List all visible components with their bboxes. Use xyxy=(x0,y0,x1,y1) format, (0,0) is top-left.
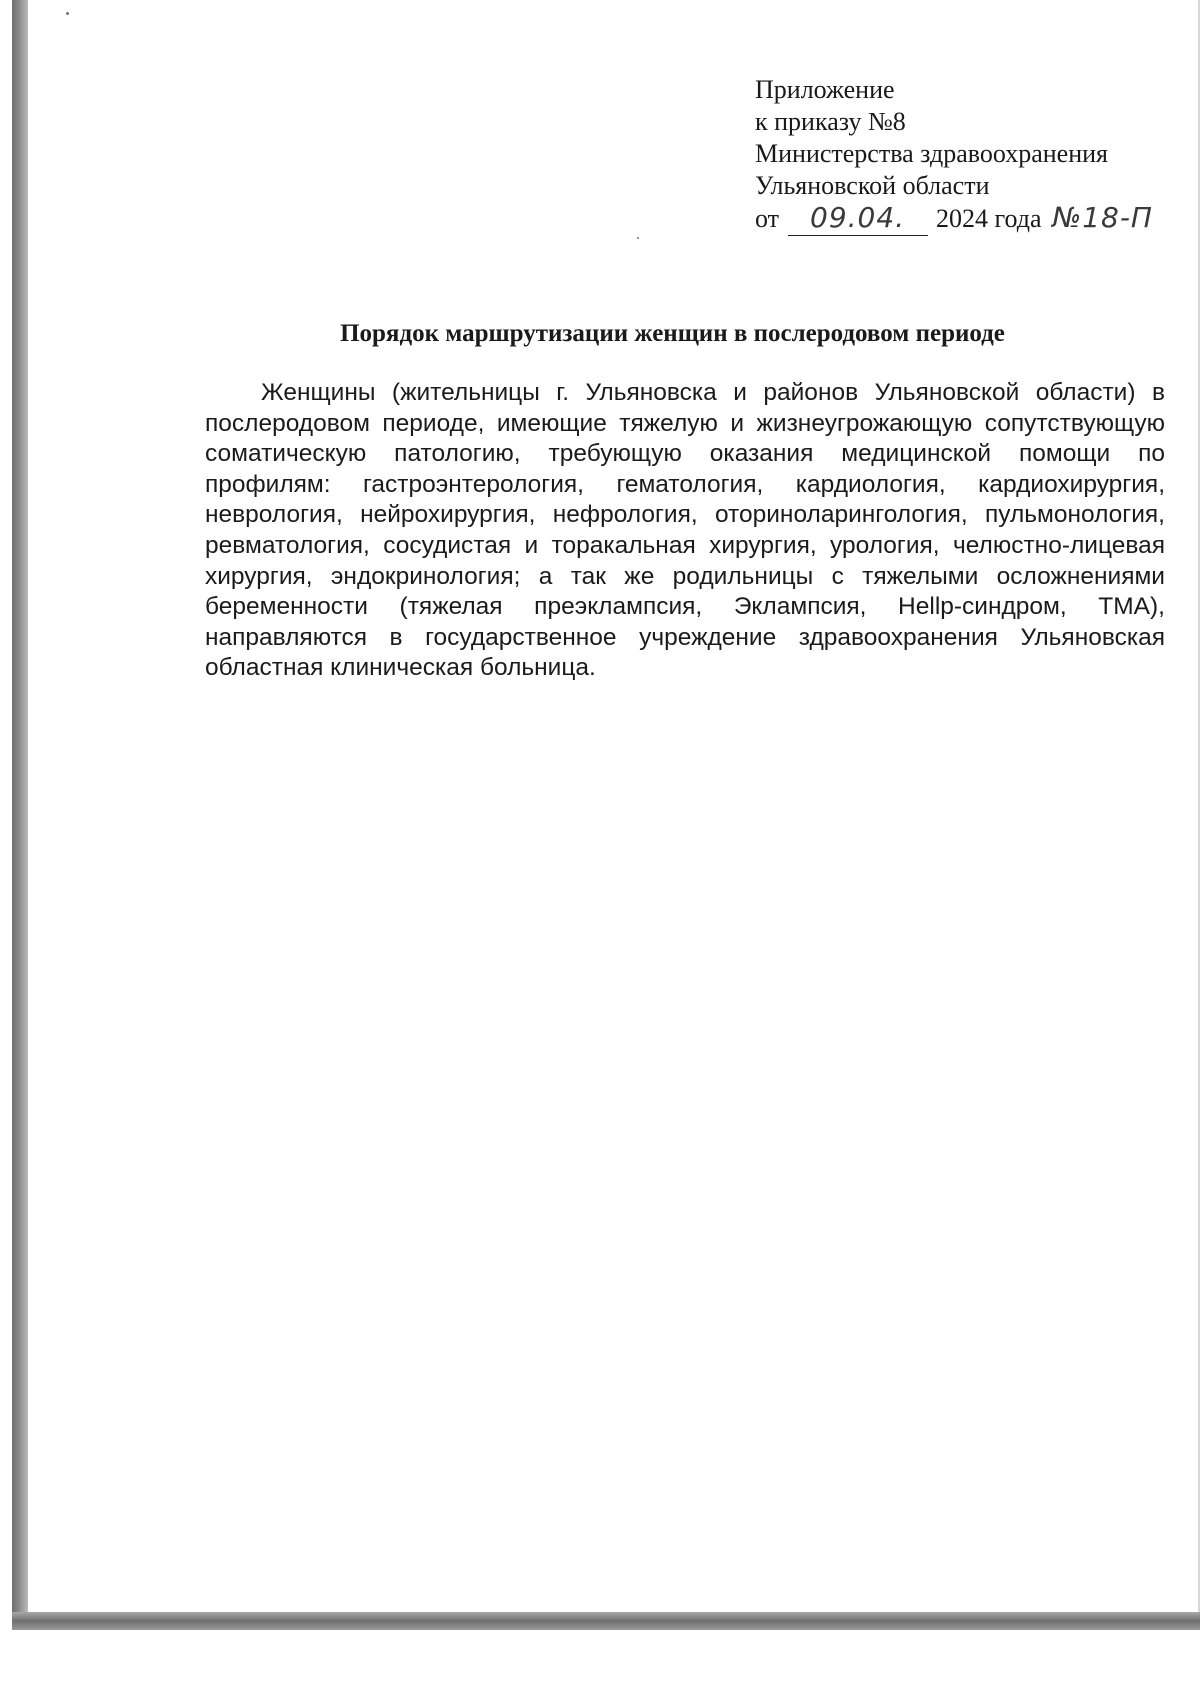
approval-line-appendix: Приложение xyxy=(755,75,895,104)
approval-line-region: Ульяновской области xyxy=(755,171,990,200)
handwritten-date-ink: 09.04. xyxy=(810,201,906,234)
scan-speck xyxy=(637,237,639,239)
handwritten-date xyxy=(788,202,928,236)
handwritten-number-ink: №18-П xyxy=(1052,201,1153,234)
scan-speck xyxy=(66,12,69,15)
document-title: Порядок маршрутизации женщин в послеродовом периоде xyxy=(340,320,1005,347)
approval-block xyxy=(755,74,1175,236)
document-body: Женщины (жительницы г. Ульяновска и районов Ульяновской области) в послеродовом периоде, имеющие тяжелую и жизнеугрожающую сопутствующую соматическую патологию, требующую оказания медицинской помощи по профилям: гастроэнтерология, гематология, кардиология, кардиохирургия, неврология, нейрохирургия, нефрология, оториноларингология, пульмонология, ревматология, сосудистая и торакальная хирургия, урология, челюстно-лицевая хирургия, эндокринология; а так же родильницы с тяжелыми осложнениями беременности (тяжелая преэклампсия, Эклампсия, Hellp-синдром, ТМА), направляются в государственное учреждение здравоохранения Ульяновская областная клиническая больница. xyxy=(205,379,1165,682)
approval-line-ministry: Министерства здравоохранения xyxy=(755,139,1108,168)
scan-bottom-edge xyxy=(12,1612,1200,1630)
approval-line-date xyxy=(755,202,1175,236)
handwritten-number xyxy=(1052,202,1153,235)
date-year: 2024 года xyxy=(936,204,1042,233)
date-prefix: от xyxy=(755,204,780,233)
scan-left-edge xyxy=(12,0,28,1628)
approval-line-order: к приказу №8 xyxy=(755,107,906,136)
